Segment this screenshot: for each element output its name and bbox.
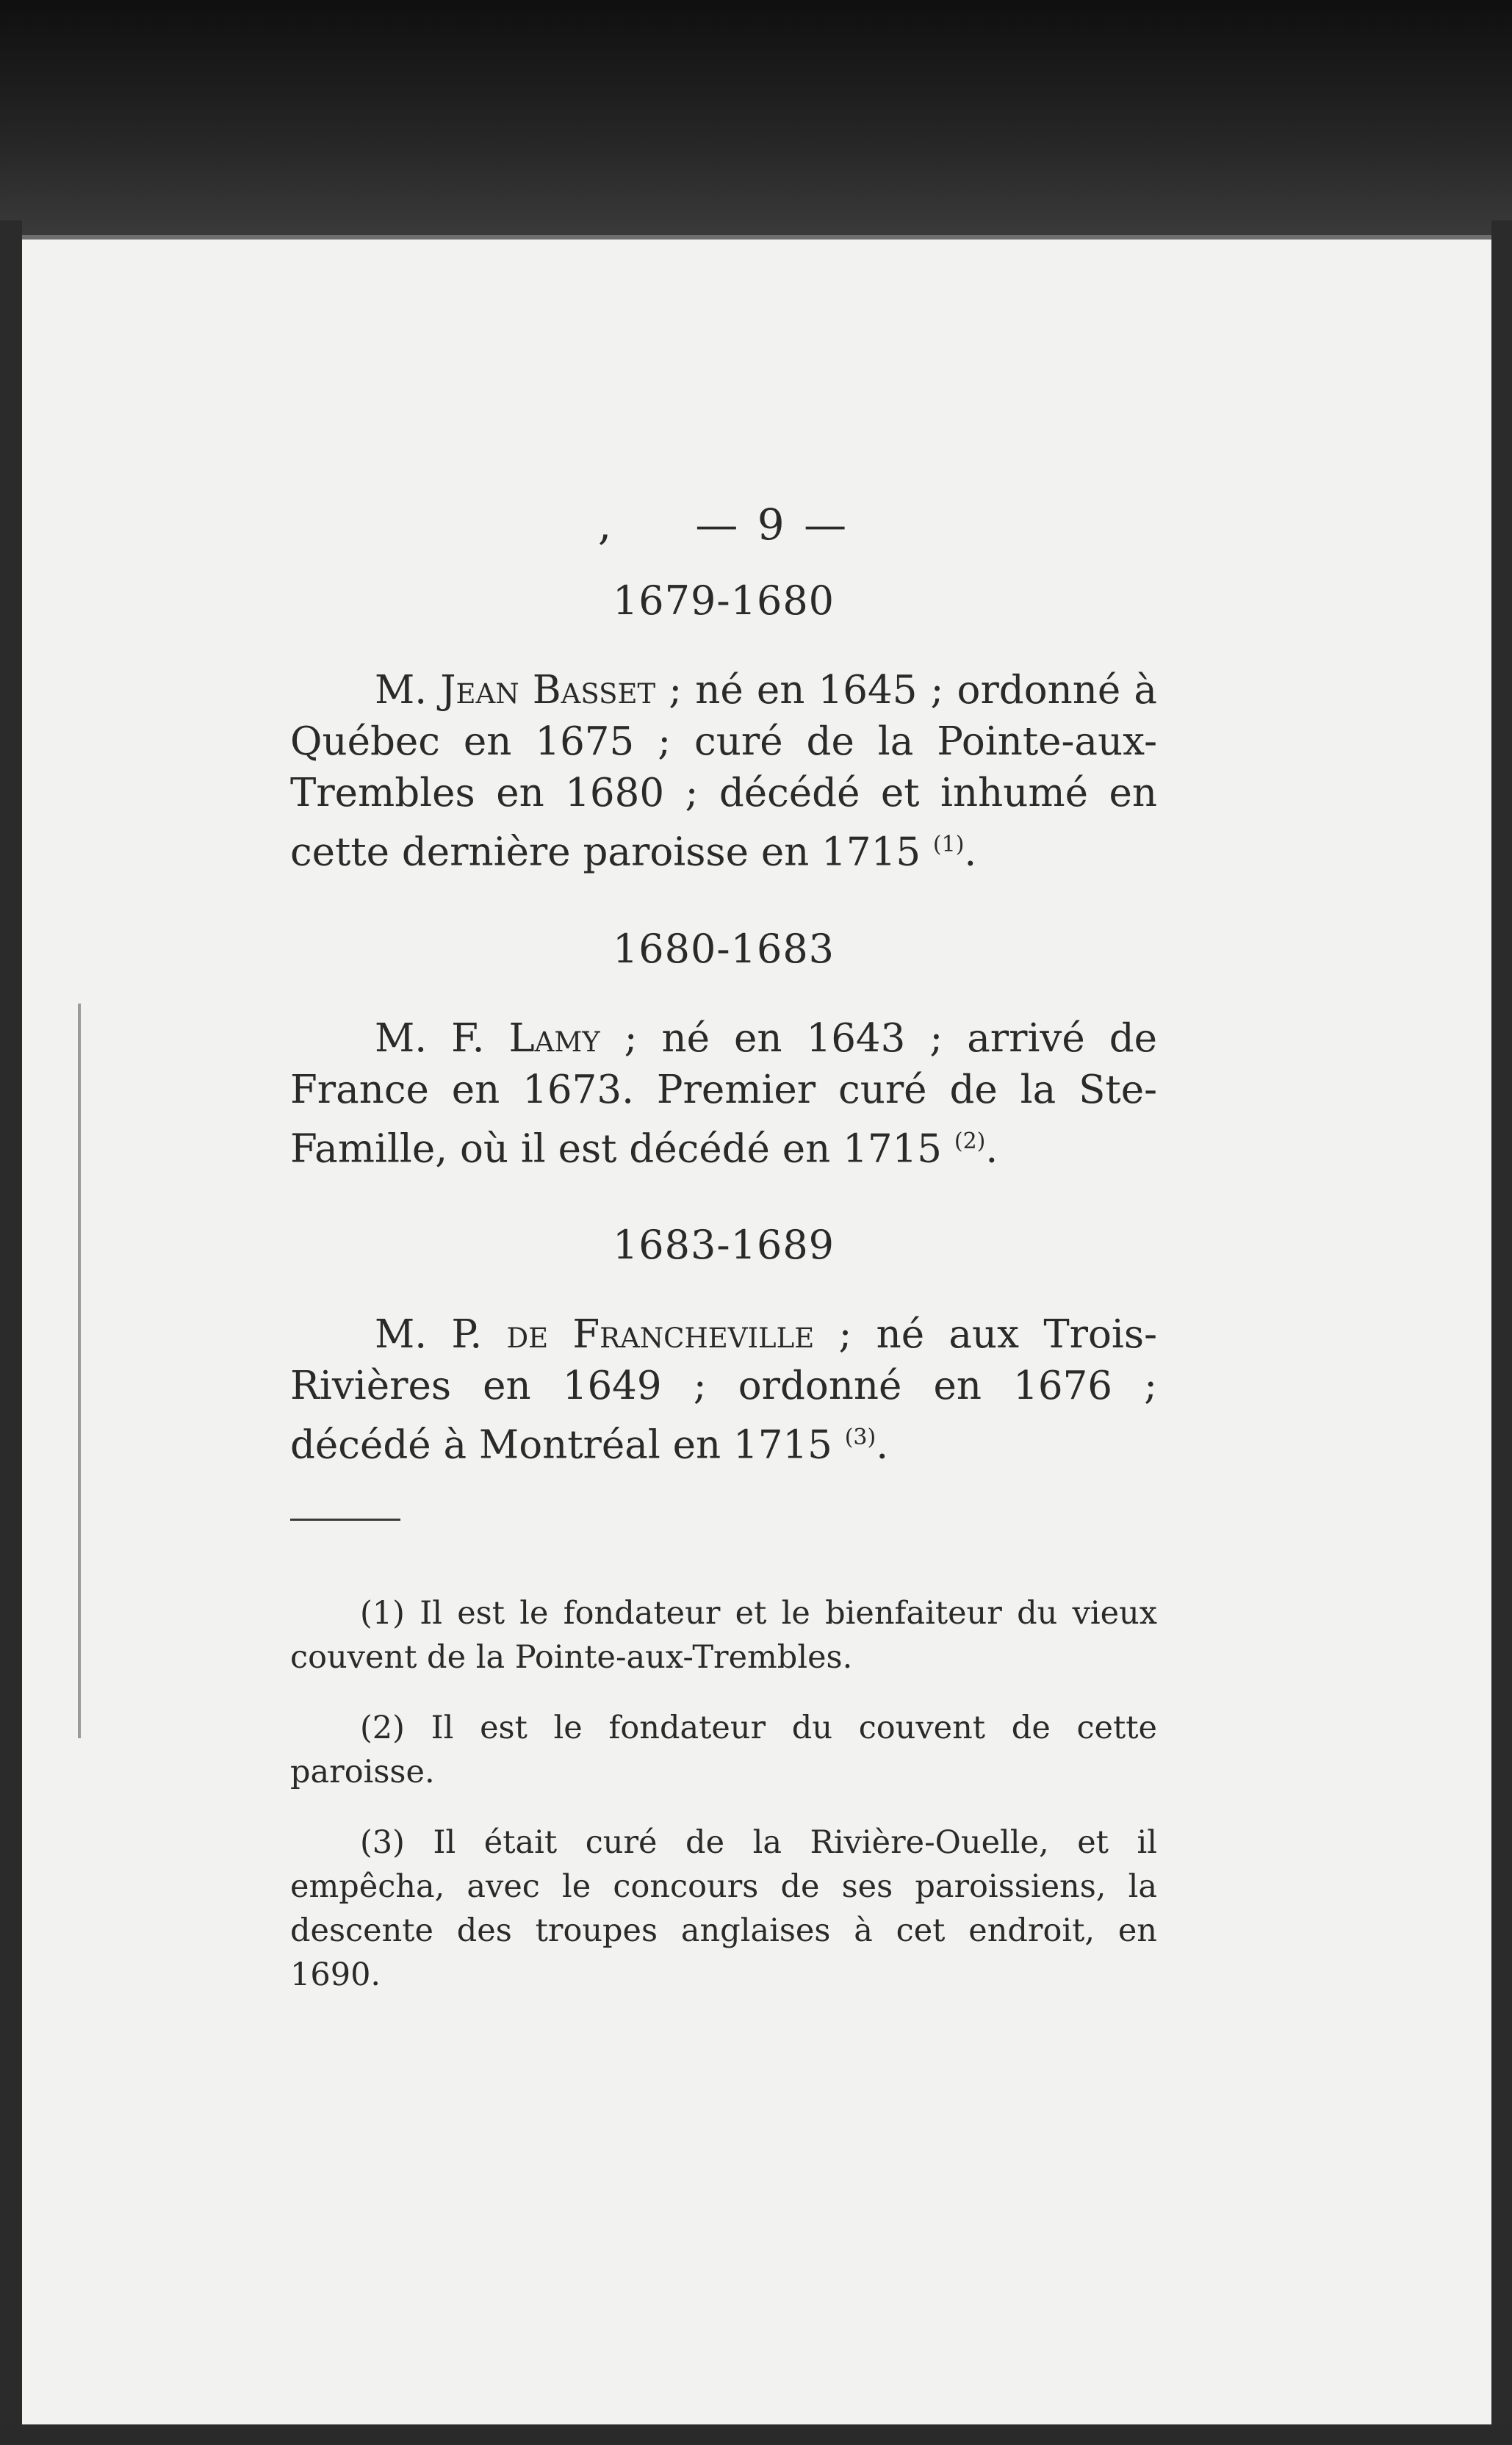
page-number-value: — 9 — bbox=[695, 500, 850, 550]
entry-paragraph bbox=[290, 665, 1157, 879]
entry-name: M. F. Lamy bbox=[375, 1015, 600, 1061]
entry-paragraph bbox=[290, 1013, 1157, 1175]
year-heading: 1680-1683 bbox=[612, 925, 835, 972]
footnote-separator bbox=[290, 1519, 400, 1521]
scan-right-edge bbox=[1491, 220, 1512, 2445]
footnote-text: Il est le fondateur et le bienfaiteur du vieux couvent de la Pointe-aux-Trembles. bbox=[290, 1594, 1158, 1676]
entry-end: . bbox=[964, 829, 977, 875]
entry-paragraph bbox=[290, 1309, 1157, 1472]
footnote bbox=[290, 1821, 1157, 1997]
footnote bbox=[290, 1591, 1157, 1679]
footnote bbox=[290, 1706, 1157, 1794]
entry-end: . bbox=[985, 1126, 998, 1172]
footnote-text: Il était curé de la Rivière-Ouelle, et il empêcha, avec le concours de ses paroissiens, la descente des troupes anglaises à cet endroit, en 1690. bbox=[290, 1823, 1158, 1993]
footnote-reference: (3) bbox=[844, 1425, 876, 1451]
scan-left-edge bbox=[0, 220, 22, 2445]
year-heading: 1679-1680 bbox=[612, 577, 835, 624]
page-content bbox=[290, 500, 1157, 2023]
footnote-marker: (2) bbox=[360, 1709, 405, 1746]
entry-text: ; né en 1645 ; ordonné à Québec en 1675 ; curé de la Pointe-aux-Trembles en 1680 ; décédé et inhumé en cette dernière paroisse en 1715 bbox=[290, 668, 1157, 875]
footnote-reference: (1) bbox=[932, 832, 965, 857]
page-number-prefix: , bbox=[597, 500, 615, 550]
scan-top-background bbox=[0, 0, 1512, 235]
page-fold-line bbox=[78, 1004, 81, 1738]
entry-text: ; né aux Trois-Rivières en 1649 ; ordonné en 1676 ; décédé à Montréal en 1715 bbox=[290, 1312, 1157, 1468]
footnote-reference: (2) bbox=[954, 1128, 986, 1154]
entry-name: M. P. de Francheville bbox=[375, 1312, 815, 1358]
entry-end: . bbox=[876, 1422, 889, 1468]
scan-bottom-edge bbox=[0, 2424, 1512, 2445]
footnote-marker: (1) bbox=[360, 1594, 405, 1632]
page-number bbox=[290, 500, 1157, 550]
footnote-marker: (3) bbox=[360, 1823, 405, 1861]
entry-text: ; né en 1643 ; arrivé de France en 1673. Premier curé de la Ste-Famille, où il est décédé en 1715 bbox=[290, 1015, 1158, 1172]
entry-name: M. Jean Basset bbox=[375, 668, 656, 713]
footnote-text: Il est le fondateur du couvent de cette paroisse. bbox=[290, 1709, 1157, 1790]
year-heading: 1683-1689 bbox=[612, 1222, 835, 1269]
